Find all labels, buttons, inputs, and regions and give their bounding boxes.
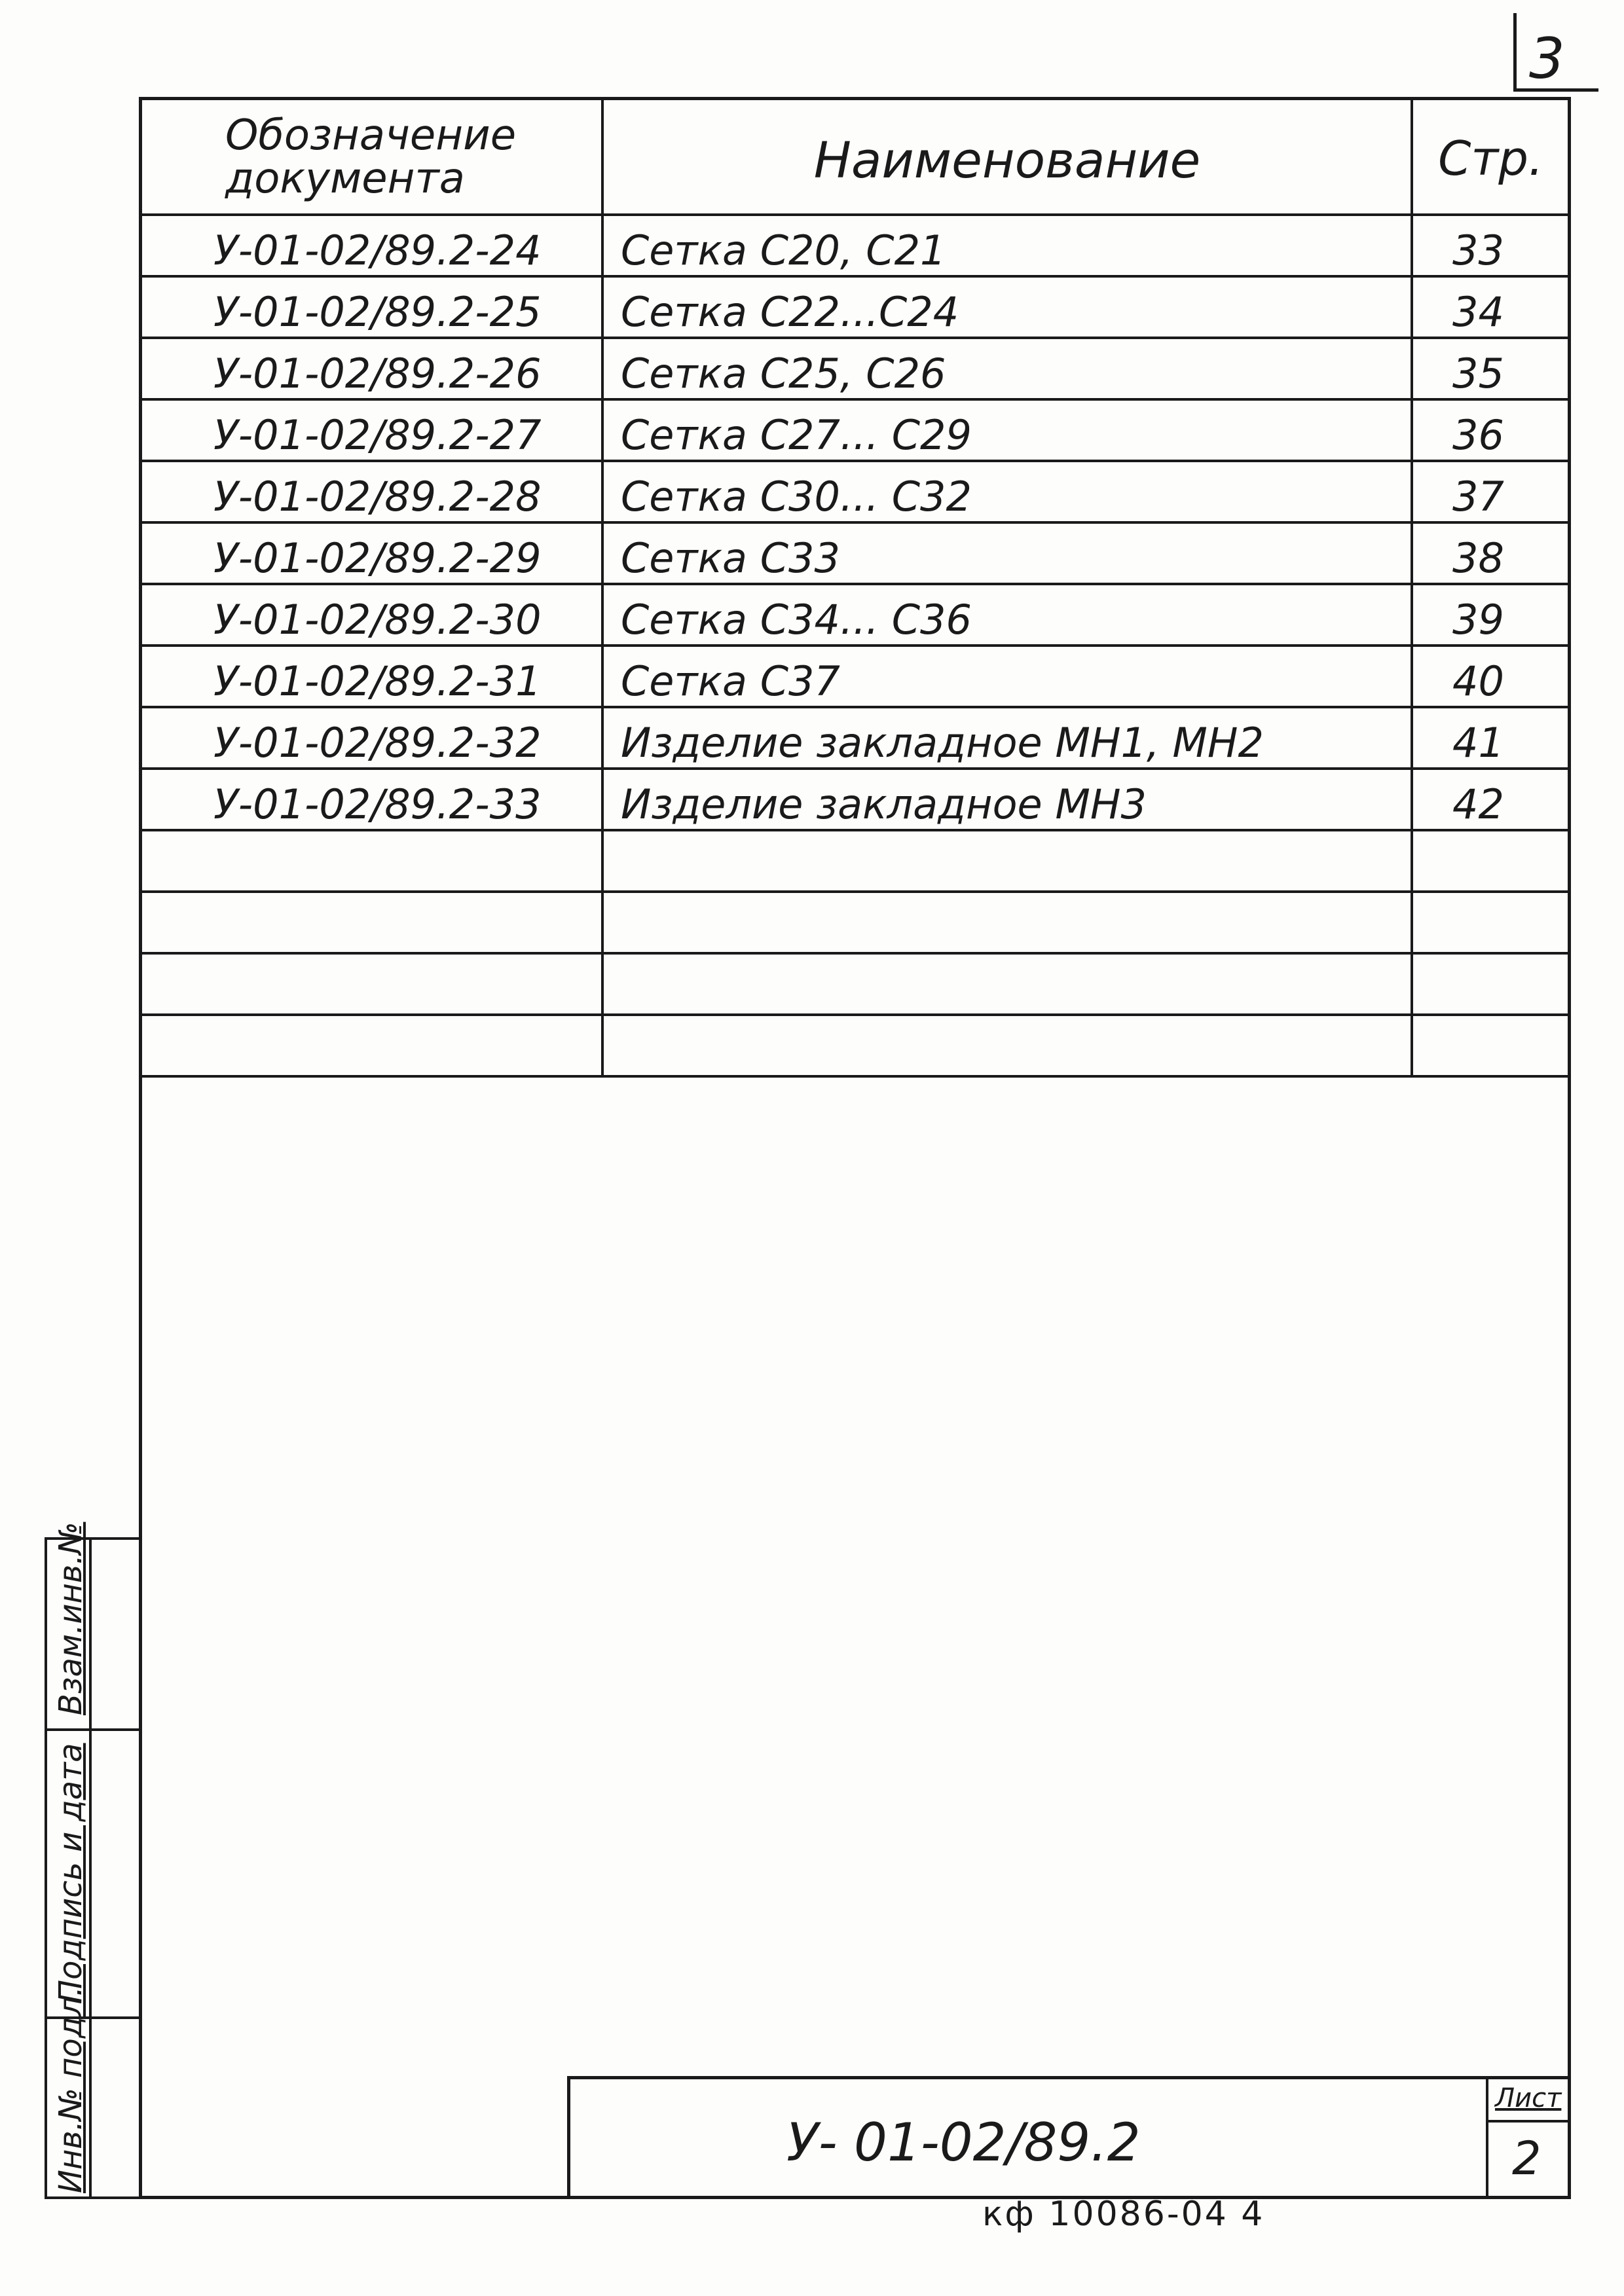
cell-name: Сетка С25, С26	[604, 339, 1413, 398]
side-stamp-signature-date: Подпись и дата	[52, 1743, 89, 2003]
table-row	[141, 647, 1568, 708]
cell-code: У-01-02/89.2-26	[141, 339, 604, 398]
cell-page: 38	[1452, 534, 1504, 582]
title-block-sheet-divider	[1488, 2120, 1571, 2123]
cell-code: У-01-02/89.2-24	[141, 216, 604, 275]
cell-name: Сетка С34... С36	[604, 585, 1413, 644]
cell-name: Сетка С27... С29	[604, 401, 1413, 460]
title-block-sheet-cell	[1486, 2079, 1571, 2199]
cell-code	[141, 955, 604, 1013]
title-block-sheet-label: Лист	[1495, 2083, 1562, 2113]
table-body	[141, 216, 1568, 1078]
cell-code: У-01-02/89.2-25	[141, 278, 604, 337]
cell-name	[604, 831, 1413, 890]
header-code	[141, 100, 604, 213]
contents-table	[141, 100, 1568, 1078]
cell-name: Сетка С20, С21	[604, 216, 1413, 275]
cell-code: У-01-02/89.2-27	[141, 401, 604, 460]
table-row	[141, 462, 1568, 524]
title-block-sheet-number: 2	[1512, 2132, 1541, 2185]
cell-page: 42	[1452, 780, 1504, 828]
cell-page: 41	[1452, 719, 1504, 767]
table-row	[141, 278, 1568, 339]
corner-sheet-number: 3	[1529, 26, 1565, 92]
cell-name	[604, 893, 1413, 952]
cell-name: Сетка С22...С24	[604, 278, 1413, 337]
header-name: Наименование	[604, 100, 1413, 213]
side-stamp-row-divider	[47, 1728, 141, 1731]
side-stamp-divider	[89, 1540, 92, 2196]
cell-code: У-01-02/89.2-30	[141, 585, 604, 644]
cell-code: У-01-02/89.2-31	[141, 647, 604, 706]
cell-page: 34	[1452, 288, 1504, 336]
footer-code: кф 10086-04 4	[982, 2195, 1265, 2234]
table-row	[141, 585, 1568, 647]
table-row	[141, 216, 1568, 278]
header-code-line1: Обозначение	[225, 111, 517, 160]
cell-code: У-01-02/89.2-28	[141, 462, 604, 521]
cell-page	[1413, 831, 1568, 890]
cell-name: Изделие закладное МН3	[604, 770, 1413, 829]
cell-code: У-01-02/89.2-32	[141, 708, 604, 767]
side-stamp-replaces-inv: Взам.инв.№	[52, 1522, 89, 1715]
cell-name: Сетка С33	[604, 524, 1413, 583]
table-row	[141, 1016, 1568, 1078]
table-row	[141, 770, 1568, 831]
cell-page: 37	[1452, 473, 1504, 520]
cell-page	[1413, 955, 1568, 1013]
cell-name: Сетка С37	[604, 647, 1413, 706]
cell-name: Изделие закладное МН1, МН2	[604, 708, 1413, 767]
table-row	[141, 524, 1568, 585]
cell-page: 35	[1452, 350, 1504, 397]
cell-code	[141, 893, 604, 952]
cell-name: Сетка С30... С32	[604, 462, 1413, 521]
cell-page: 33	[1452, 227, 1504, 274]
title-block	[567, 2076, 1571, 2199]
table-row	[141, 955, 1568, 1016]
cell-page: 39	[1452, 596, 1504, 644]
side-stamp-inv-no: Инв.№ подл.	[52, 1986, 89, 2193]
cell-name	[604, 1016, 1413, 1075]
header-code-line2: документа	[225, 155, 465, 203]
cell-name	[604, 955, 1413, 1013]
cell-code	[141, 831, 604, 890]
table-row	[141, 708, 1568, 770]
cell-code: У-01-02/89.2-33	[141, 770, 604, 829]
cell-code	[141, 1016, 604, 1075]
table-row	[141, 339, 1568, 401]
header-page: Стр.	[1438, 131, 1543, 186]
table-row	[141, 831, 1568, 893]
cell-page: 36	[1452, 411, 1504, 459]
table-row	[141, 401, 1568, 462]
cell-page: 40	[1452, 657, 1504, 705]
cell-page	[1413, 1016, 1568, 1075]
cell-page	[1413, 893, 1568, 952]
table-row	[141, 893, 1568, 955]
table-header-row	[141, 100, 1568, 216]
cell-code: У-01-02/89.2-29	[141, 524, 604, 583]
title-block-document-code: У- 01-02/89.2	[786, 2112, 1141, 2173]
